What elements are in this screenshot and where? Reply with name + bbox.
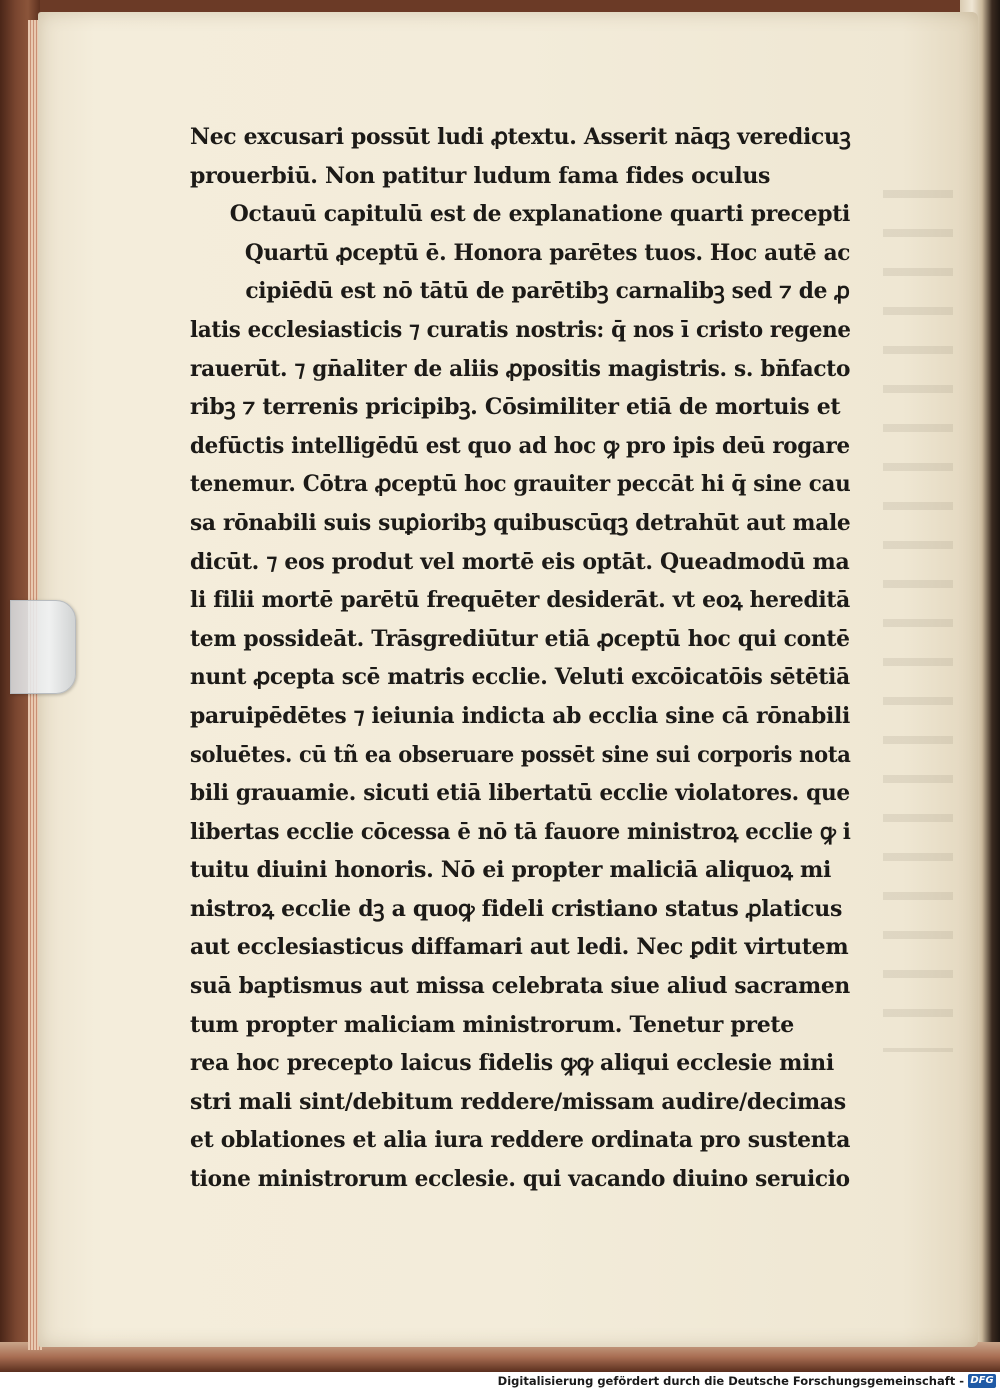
text-line: sa rōnabili suis suꝑioribꝫ quibuscūqꝫ detrahūt aut male	[190, 509, 851, 536]
text-line: rauerūt. ⁊ gn̄aliter de aliis ꝓpositis magistris. s. bn̄facto	[190, 355, 851, 382]
text-line: defūctis intelligēdū est quo ad hoc ꝙ pro ipis deū rogare	[190, 432, 850, 459]
text-line: tuitu diuini honoris. Nō ei propter maliciā aliquoꝝ mi	[190, 857, 832, 884]
text-line: tenemur. Cōtra ꝓceptū hoc grauiter peccāt hi q̄ sine cau	[190, 471, 851, 498]
text-line: libertas ecclie cōcessa ē nō tā fauore ministroꝝ ecclie ꝙ i	[190, 818, 851, 845]
text-line: soluētes. cū tñ ea obseruare possēt sine sui corporis nota	[190, 741, 851, 768]
text-line: stri mali sint/debitum reddere/missam audire/decimas	[190, 1088, 846, 1115]
text-line: ribꝫ ⁊ terrenis pricipibꝫ. Cōsimiliter etiā de mortuis et	[190, 394, 841, 421]
text-line: Quartū ꝓceptū ē. Honora parētes tuos. Hoc autē ac	[244, 239, 851, 266]
text-line: tem possideāt. Trāsgrediūtur etiā ꝓceptū hoc qui contē	[190, 625, 850, 652]
text-line: nistroꝝ ecclie dꝫ a quoꝙ fideli cristiano status ꝓlaticus	[190, 895, 843, 922]
show-through-text	[883, 172, 953, 1052]
text-line: bili grauamie. sicuti etiā libertatū ecclie violatores. que	[190, 780, 850, 807]
text-line: tione ministrorum ecclesie. qui vacando diuino seruicio	[190, 1166, 850, 1193]
text-line: paruipēdētes ⁊ ieiunia indicta ab ecclia sine cā rōnabili	[190, 702, 850, 729]
text-line: dicūt. ⁊ eos produt vel mortē eis optāt. Queadmodū ma	[190, 548, 850, 575]
text-line: et oblationes et alia iura reddere ordinata pro sustenta	[190, 1127, 851, 1154]
text-line: Nec excusari possūt ludi ꝓtextu. Asserit nāqꝫ veredicuꝫ	[190, 124, 851, 150]
text-line: rea hoc precepto laicus fidelis ꝙꝙ aliqui ecclesie mini	[190, 1050, 834, 1077]
dfg-logo: DFG	[968, 1374, 996, 1388]
page-clip	[10, 600, 76, 694]
text-line: tum propter maliciam ministrorum. Tenetur prete	[190, 1011, 794, 1038]
text-line: prouerbiū. Non patitur ludum fama fides oculus	[190, 162, 771, 189]
text-line: aut ecclesiasticus diffamari aut ledi. Nec ꝑdit virtutem	[190, 934, 849, 961]
text-block	[190, 118, 850, 1199]
footer-credit: Digitalisierung gefördert durch die Deutsche Forschungsgemeinschaft -	[497, 1374, 964, 1388]
text-line: latis ecclesiasticis ⁊ curatis nostris: q̄ nos ī cristo regene	[190, 316, 851, 343]
chapter-heading: Octauū capitulū est de explanatione quarti precepti	[229, 201, 851, 228]
text-line: li filii mortē parētū frequēter desiderāt. vt eoꝝ hereditā	[190, 587, 850, 614]
text-line: suā baptismus aut missa celebrata siue aliud sacramen	[190, 973, 850, 1000]
text-line: cipiēdū est nō tātū de parētibꝫ carnalibꝫ sed ⁊ de ꝓ	[245, 278, 850, 305]
text-line: nunt ꝓcepta scē matris ecclie. Veluti excōicatōis sētētiā	[190, 664, 850, 691]
footer-bar	[0, 1372, 1000, 1391]
